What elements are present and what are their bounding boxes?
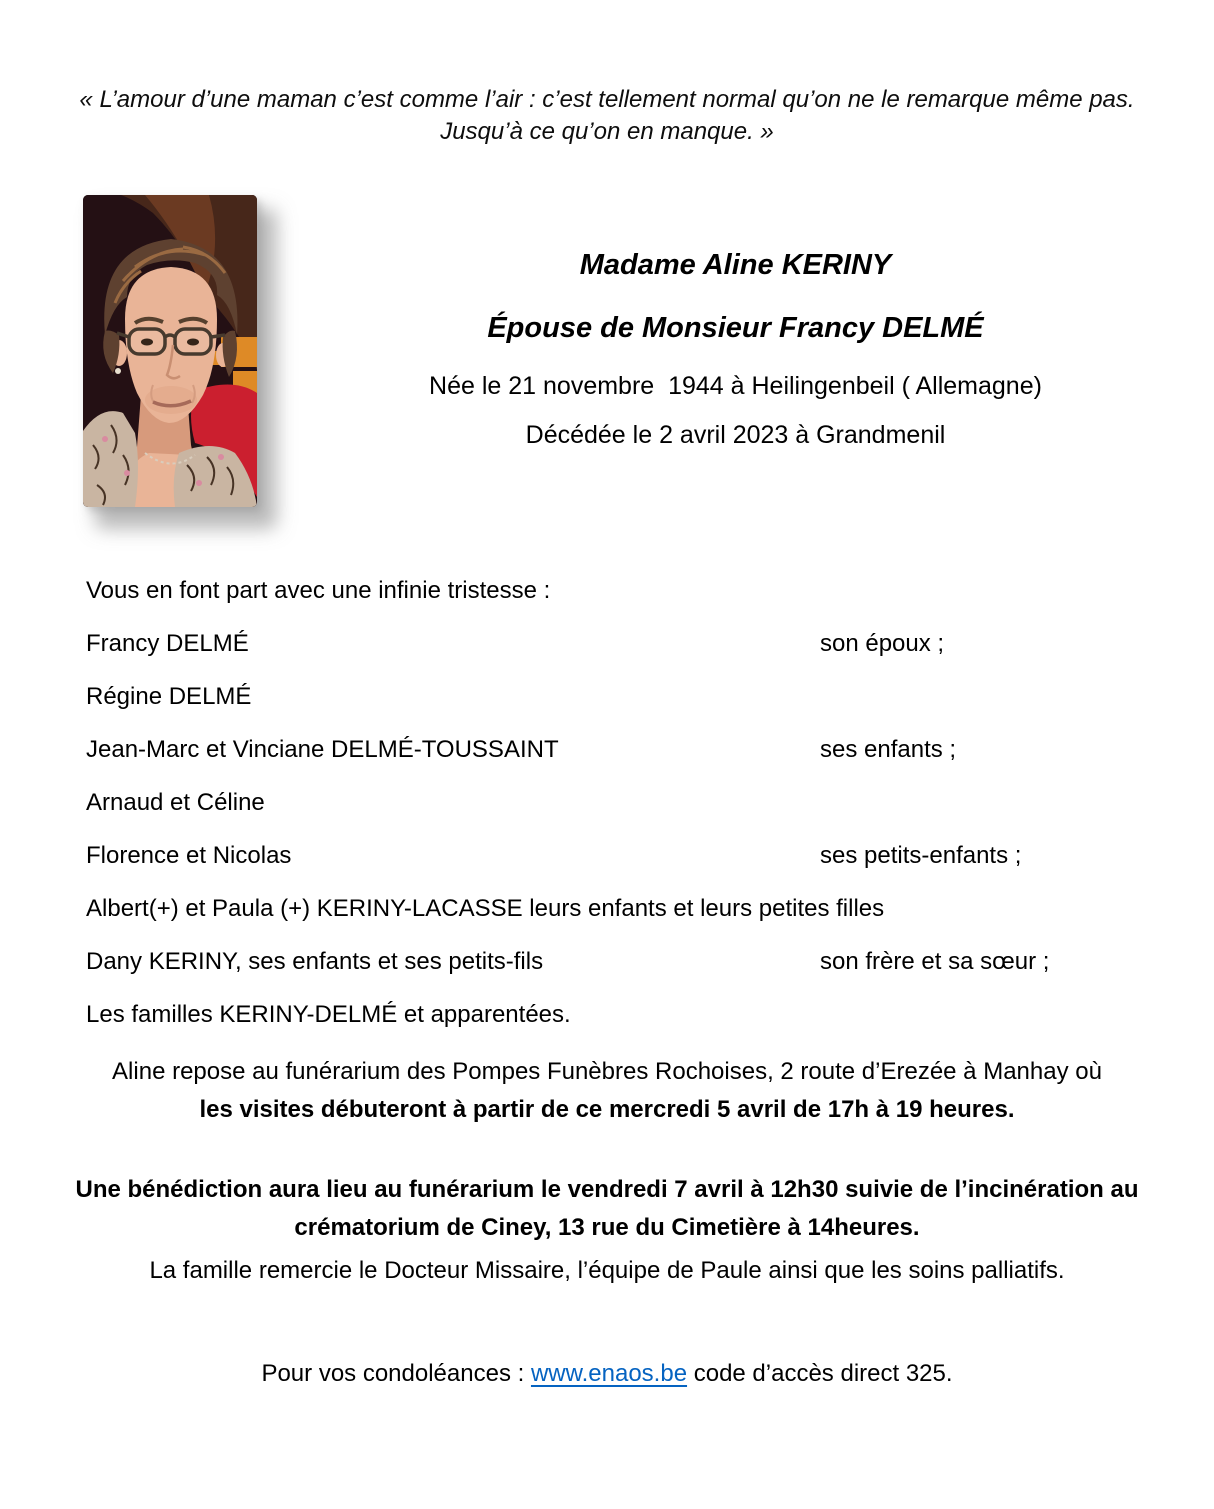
family-row (86, 790, 1154, 843)
ceremony-line-1: Une bénédiction aura lieu au funérarium le vendredi 7 avril à 12h30 suivie de l’incinération au (75, 1176, 1139, 1203)
wake-line-1: Aline repose au funérarium des Pompes Funèbres Rochoises, 2 route d’Erezée à Manhay où (112, 1058, 1102, 1085)
deceased-name-title: Madame Aline KERINY (579, 249, 892, 281)
family-row (86, 737, 1154, 790)
family-relation-label: ses petits-enfants ; (820, 842, 1022, 869)
condolences-prefix: Pour vos condoléances : (261, 1360, 531, 1387)
family-member-name: Les familles KERINY-DELMÉ et apparentées. (86, 1001, 571, 1028)
family-member-name: Dany KERINY, ses enfants et ses petits-fils (86, 948, 544, 975)
condolences-line (50, 1359, 1164, 1389)
thanks-line: La famille remercie le Docteur Missaire, l’équipe de Paule ainsi que les soins palliatifs. (149, 1257, 1065, 1284)
family-row (86, 896, 1154, 949)
family-member-name: Jean-Marc et Vinciane DELMÉ-TOUSSAINT (86, 736, 559, 763)
spouse-subtitle: Épouse de Monsieur Francy DELMÉ (487, 312, 984, 344)
family-member-name: Régine DELMÉ (86, 683, 252, 710)
family-row (86, 1002, 1154, 1055)
epigraph-quote (40, 84, 1174, 148)
family-member-name: Arnaud et Céline (86, 789, 265, 816)
family-relation-label: son frère et sa sœur ; (820, 948, 1050, 975)
family-relation-label: ses enfants ; (820, 736, 957, 763)
condolences-suffix: code d’accès direct 325. (687, 1360, 953, 1387)
death-line: Décédée le 2 avril 2023 à Grandmenil (525, 421, 946, 449)
family-relation-label: son époux ; (820, 630, 945, 657)
family-announcement-section (86, 578, 1154, 1055)
wake-info (50, 1053, 1164, 1129)
wake-line-2: les visites débuteront à partir de ce mercredi 5 avril de 17h à 19 heures. (199, 1096, 1015, 1123)
portrait-photo (83, 195, 257, 507)
family-row (86, 684, 1154, 737)
woman-earring (115, 368, 121, 374)
announcement-intro: Vous en font part avec une infinie tristesse : (86, 577, 551, 604)
family-row (86, 843, 1154, 896)
family-member-name: Florence et Nicolas (86, 842, 292, 869)
birth-line: Née le 21 novembre 1944 à Heilingenbeil ( Allemagne) (429, 372, 1042, 400)
ceremony-info (50, 1171, 1164, 1247)
quote-line-1: « L’amour d’une maman c’est comme l’air : c’est tellement normal qu’on ne le remarque même pas. (79, 86, 1135, 113)
family-row (86, 949, 1154, 1002)
condolences-link[interactable]: www.enaos.be (530, 1360, 688, 1387)
ceremony-line-2: crématorium de Ciney, 13 rue du Cimetière à 14heures. (294, 1214, 920, 1241)
family-member-name: Albert(+) et Paula (+) KERINY-LACASSE leurs enfants et leurs petites filles (86, 895, 885, 922)
portrait-photo-illustration (83, 195, 257, 507)
quote-line-2: Jusqu’à ce qu’on en manque. » (440, 118, 774, 145)
deceased-header-block (257, 250, 1214, 448)
family-member-name: Francy DELMÉ (86, 630, 249, 657)
family-row (86, 631, 1154, 684)
